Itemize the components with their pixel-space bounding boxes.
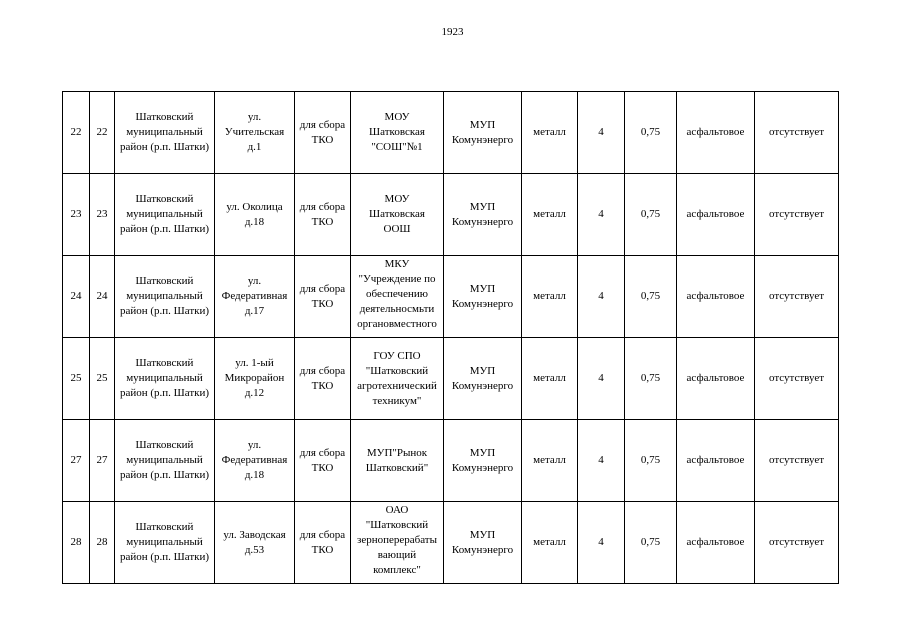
material-cell — [522, 92, 578, 174]
material-cell — [522, 338, 578, 420]
surface-type-cell-text: асфальтовое — [686, 126, 745, 138]
address-cell-text: ул. Федеративная д.18 — [221, 439, 288, 481]
material-cell — [522, 420, 578, 502]
fence-cell-text: отсутствует — [768, 208, 825, 220]
site-number-cell-text: 28 — [96, 536, 108, 548]
surface-type-cell — [677, 502, 755, 584]
operator-cell — [444, 92, 522, 174]
address-cell — [215, 174, 295, 256]
row-number-cell-text: 24 — [70, 290, 82, 302]
address-cell-text: ул. Заводская д.53 — [223, 528, 286, 556]
purpose-cell — [295, 256, 351, 338]
district-cell-text: Шатковский муниципальный район (р.п. Шатки) — [119, 193, 210, 235]
address-cell — [215, 92, 295, 174]
operator-cell-text: МУП Комунэнерго — [451, 200, 514, 228]
row-number-cell — [63, 174, 90, 256]
site-number-cell-text: 23 — [96, 208, 108, 220]
address-cell-text: ул. Федеративная д.17 — [221, 275, 288, 317]
container-volume-cell-text: 0,75 — [640, 454, 661, 466]
row-number-cell-text: 28 — [70, 536, 82, 548]
table-body — [63, 92, 839, 584]
row-number-cell — [63, 338, 90, 420]
row-number-cell-text: 25 — [70, 372, 82, 384]
organization-clip — [352, 503, 442, 583]
site-number-cell-text: 25 — [96, 372, 108, 384]
container-count-cell-text: 4 — [598, 372, 604, 384]
organization-clip — [352, 93, 442, 173]
container-count-cell-text: 4 — [598, 290, 604, 302]
district-cell — [115, 502, 215, 584]
row-number-cell — [63, 256, 90, 338]
surface-type-cell — [677, 92, 755, 174]
operator-cell — [444, 502, 522, 584]
page-number: 1923 — [441, 26, 464, 38]
district-cell-text: Шатковский муниципальный район (р.п. Шатки) — [119, 275, 210, 317]
organization-cell — [351, 92, 444, 174]
row-number-cell — [63, 420, 90, 502]
address-cell — [215, 338, 295, 420]
surface-type-cell-text: асфальтовое — [686, 290, 745, 302]
purpose-cell-text: для сбора ТКО — [299, 528, 346, 556]
row-number-cell-text: 23 — [70, 208, 82, 220]
district-cell — [115, 174, 215, 256]
fence-cell — [755, 92, 839, 174]
site-number-cell-text: 27 — [96, 454, 108, 466]
organization-cell-text: МОУ Шатковская "СОШ"№1 — [369, 111, 425, 153]
container-count-cell — [578, 92, 625, 174]
organization-cell-text: МУП"Рынок Шатковский" — [365, 446, 429, 474]
purpose-cell — [295, 338, 351, 420]
fence-cell — [755, 256, 839, 338]
site-number-cell-text: 24 — [96, 290, 108, 302]
organization-clip — [352, 175, 442, 255]
purpose-cell-text: для сбора ТКО — [299, 446, 346, 474]
fence-cell-text: отсутствует — [768, 290, 825, 302]
container-count-cell-text: 4 — [598, 126, 604, 138]
address-cell — [215, 502, 295, 584]
operator-cell — [444, 420, 522, 502]
material-cell — [522, 174, 578, 256]
address-cell — [215, 256, 295, 338]
site-number-cell — [90, 338, 115, 420]
operator-cell-text: МУП Комунэнерго — [451, 118, 514, 146]
surface-type-cell — [677, 338, 755, 420]
organization-clip — [352, 339, 442, 419]
container-count-cell-text: 4 — [598, 208, 604, 220]
site-number-cell-text: 22 — [96, 126, 108, 138]
material-cell-text: металл — [533, 290, 566, 302]
surface-type-cell — [677, 256, 755, 338]
container-count-cell-text: 4 — [598, 454, 604, 466]
fence-cell-text: отсутствует — [768, 536, 825, 548]
table-row — [63, 92, 839, 174]
organization-cell — [351, 256, 444, 338]
material-cell — [522, 256, 578, 338]
container-volume-cell — [625, 338, 677, 420]
fence-cell — [755, 502, 839, 584]
purpose-cell — [295, 174, 351, 256]
purpose-cell — [295, 420, 351, 502]
container-volume-cell-text: 0,75 — [640, 372, 661, 384]
container-sites-table — [62, 91, 839, 584]
container-volume-cell-text: 0,75 — [640, 536, 661, 548]
organization-cell-text: МКУ "Учреждение по обеспечению деятельносмьти органовместного — [357, 257, 437, 330]
container-count-cell — [578, 256, 625, 338]
district-cell-text: Шатковский муниципальный район (р.п. Шатки) — [119, 439, 210, 481]
container-volume-cell — [625, 502, 677, 584]
site-number-cell — [90, 502, 115, 584]
surface-type-cell-text: асфальтовое — [686, 208, 745, 220]
surface-type-cell — [677, 174, 755, 256]
material-cell — [522, 502, 578, 584]
organization-cell — [351, 174, 444, 256]
fence-cell — [755, 338, 839, 420]
container-volume-cell — [625, 256, 677, 338]
district-cell — [115, 338, 215, 420]
site-number-cell — [90, 420, 115, 502]
district-cell — [115, 256, 215, 338]
purpose-cell-text: для сбора ТКО — [299, 200, 346, 228]
district-cell-text: Шатковский муниципальный район (р.п. Шатки) — [119, 521, 210, 563]
organization-clip — [352, 257, 442, 337]
fence-cell-text: отсутствует — [768, 126, 825, 138]
district-cell-text: Шатковский муниципальный район (р.п. Шатки) — [119, 111, 210, 153]
district-cell — [115, 92, 215, 174]
district-cell — [115, 420, 215, 502]
surface-type-cell-text: асфальтовое — [686, 536, 745, 548]
district-cell-text: Шатковский муниципальный район (р.п. Шатки) — [119, 357, 210, 399]
material-cell-text: металл — [533, 536, 566, 548]
organization-cell-text: ГОУ СПО "Шатковский агротехнический техникум" — [357, 349, 437, 407]
row-number-cell — [63, 502, 90, 584]
fence-cell-text: отсутствует — [768, 372, 825, 384]
operator-cell-text: МУП Комунэнерго — [451, 282, 514, 310]
table-row — [63, 502, 839, 584]
operator-cell — [444, 256, 522, 338]
organization-cell-text: ОАО "Шатковский зерноперерабаты вающий комплекс" — [356, 503, 438, 576]
operator-cell-text: МУП Комунэнерго — [451, 528, 514, 556]
fence-cell-text: отсутствует — [768, 454, 825, 466]
row-number-cell-text: 27 — [70, 454, 82, 466]
container-count-cell-text: 4 — [598, 536, 604, 548]
container-volume-cell-text: 0,75 — [640, 126, 661, 138]
container-count-cell — [578, 502, 625, 584]
operator-cell-text: МУП Комунэнерго — [451, 364, 514, 392]
container-volume-cell — [625, 92, 677, 174]
operator-cell — [444, 174, 522, 256]
organization-cell-text: МОУ Шатковская ООШ — [369, 193, 425, 235]
site-number-cell — [90, 92, 115, 174]
surface-type-cell-text: асфальтовое — [686, 454, 745, 466]
material-cell-text: металл — [533, 126, 566, 138]
material-cell-text: металл — [533, 208, 566, 220]
surface-type-cell — [677, 420, 755, 502]
operator-cell-text: МУП Комунэнерго — [451, 446, 514, 474]
address-cell-text: ул. Околица д.18 — [226, 200, 283, 228]
fence-cell — [755, 420, 839, 502]
table-row — [63, 338, 839, 420]
container-volume-cell — [625, 174, 677, 256]
row-number-cell — [63, 92, 90, 174]
container-volume-cell-text: 0,75 — [640, 208, 661, 220]
surface-type-cell-text: асфальтовое — [686, 372, 745, 384]
organization-cell — [351, 502, 444, 584]
address-cell-text: ул. 1-ый Микрорайон д.12 — [224, 357, 285, 399]
organization-cell — [351, 338, 444, 420]
address-cell — [215, 420, 295, 502]
purpose-cell-text: для сбора ТКО — [299, 282, 346, 310]
purpose-cell — [295, 92, 351, 174]
material-cell-text: металл — [533, 454, 566, 466]
container-volume-cell — [625, 420, 677, 502]
address-cell-text: ул. Учительская д.1 — [224, 111, 285, 153]
fence-cell — [755, 174, 839, 256]
table-row — [63, 256, 839, 338]
site-number-cell — [90, 256, 115, 338]
organization-cell — [351, 420, 444, 502]
operator-cell — [444, 338, 522, 420]
material-cell-text: металл — [533, 372, 566, 384]
table-row — [63, 174, 839, 256]
row-number-cell-text: 22 — [70, 126, 82, 138]
container-count-cell — [578, 420, 625, 502]
purpose-cell — [295, 502, 351, 584]
container-count-cell — [578, 174, 625, 256]
container-count-cell — [578, 338, 625, 420]
organization-clip — [352, 421, 442, 501]
site-number-cell — [90, 174, 115, 256]
purpose-cell-text: для сбора ТКО — [299, 364, 346, 392]
purpose-cell-text: для сбора ТКО — [299, 118, 346, 146]
table-row — [63, 420, 839, 502]
container-volume-cell-text: 0,75 — [640, 290, 661, 302]
